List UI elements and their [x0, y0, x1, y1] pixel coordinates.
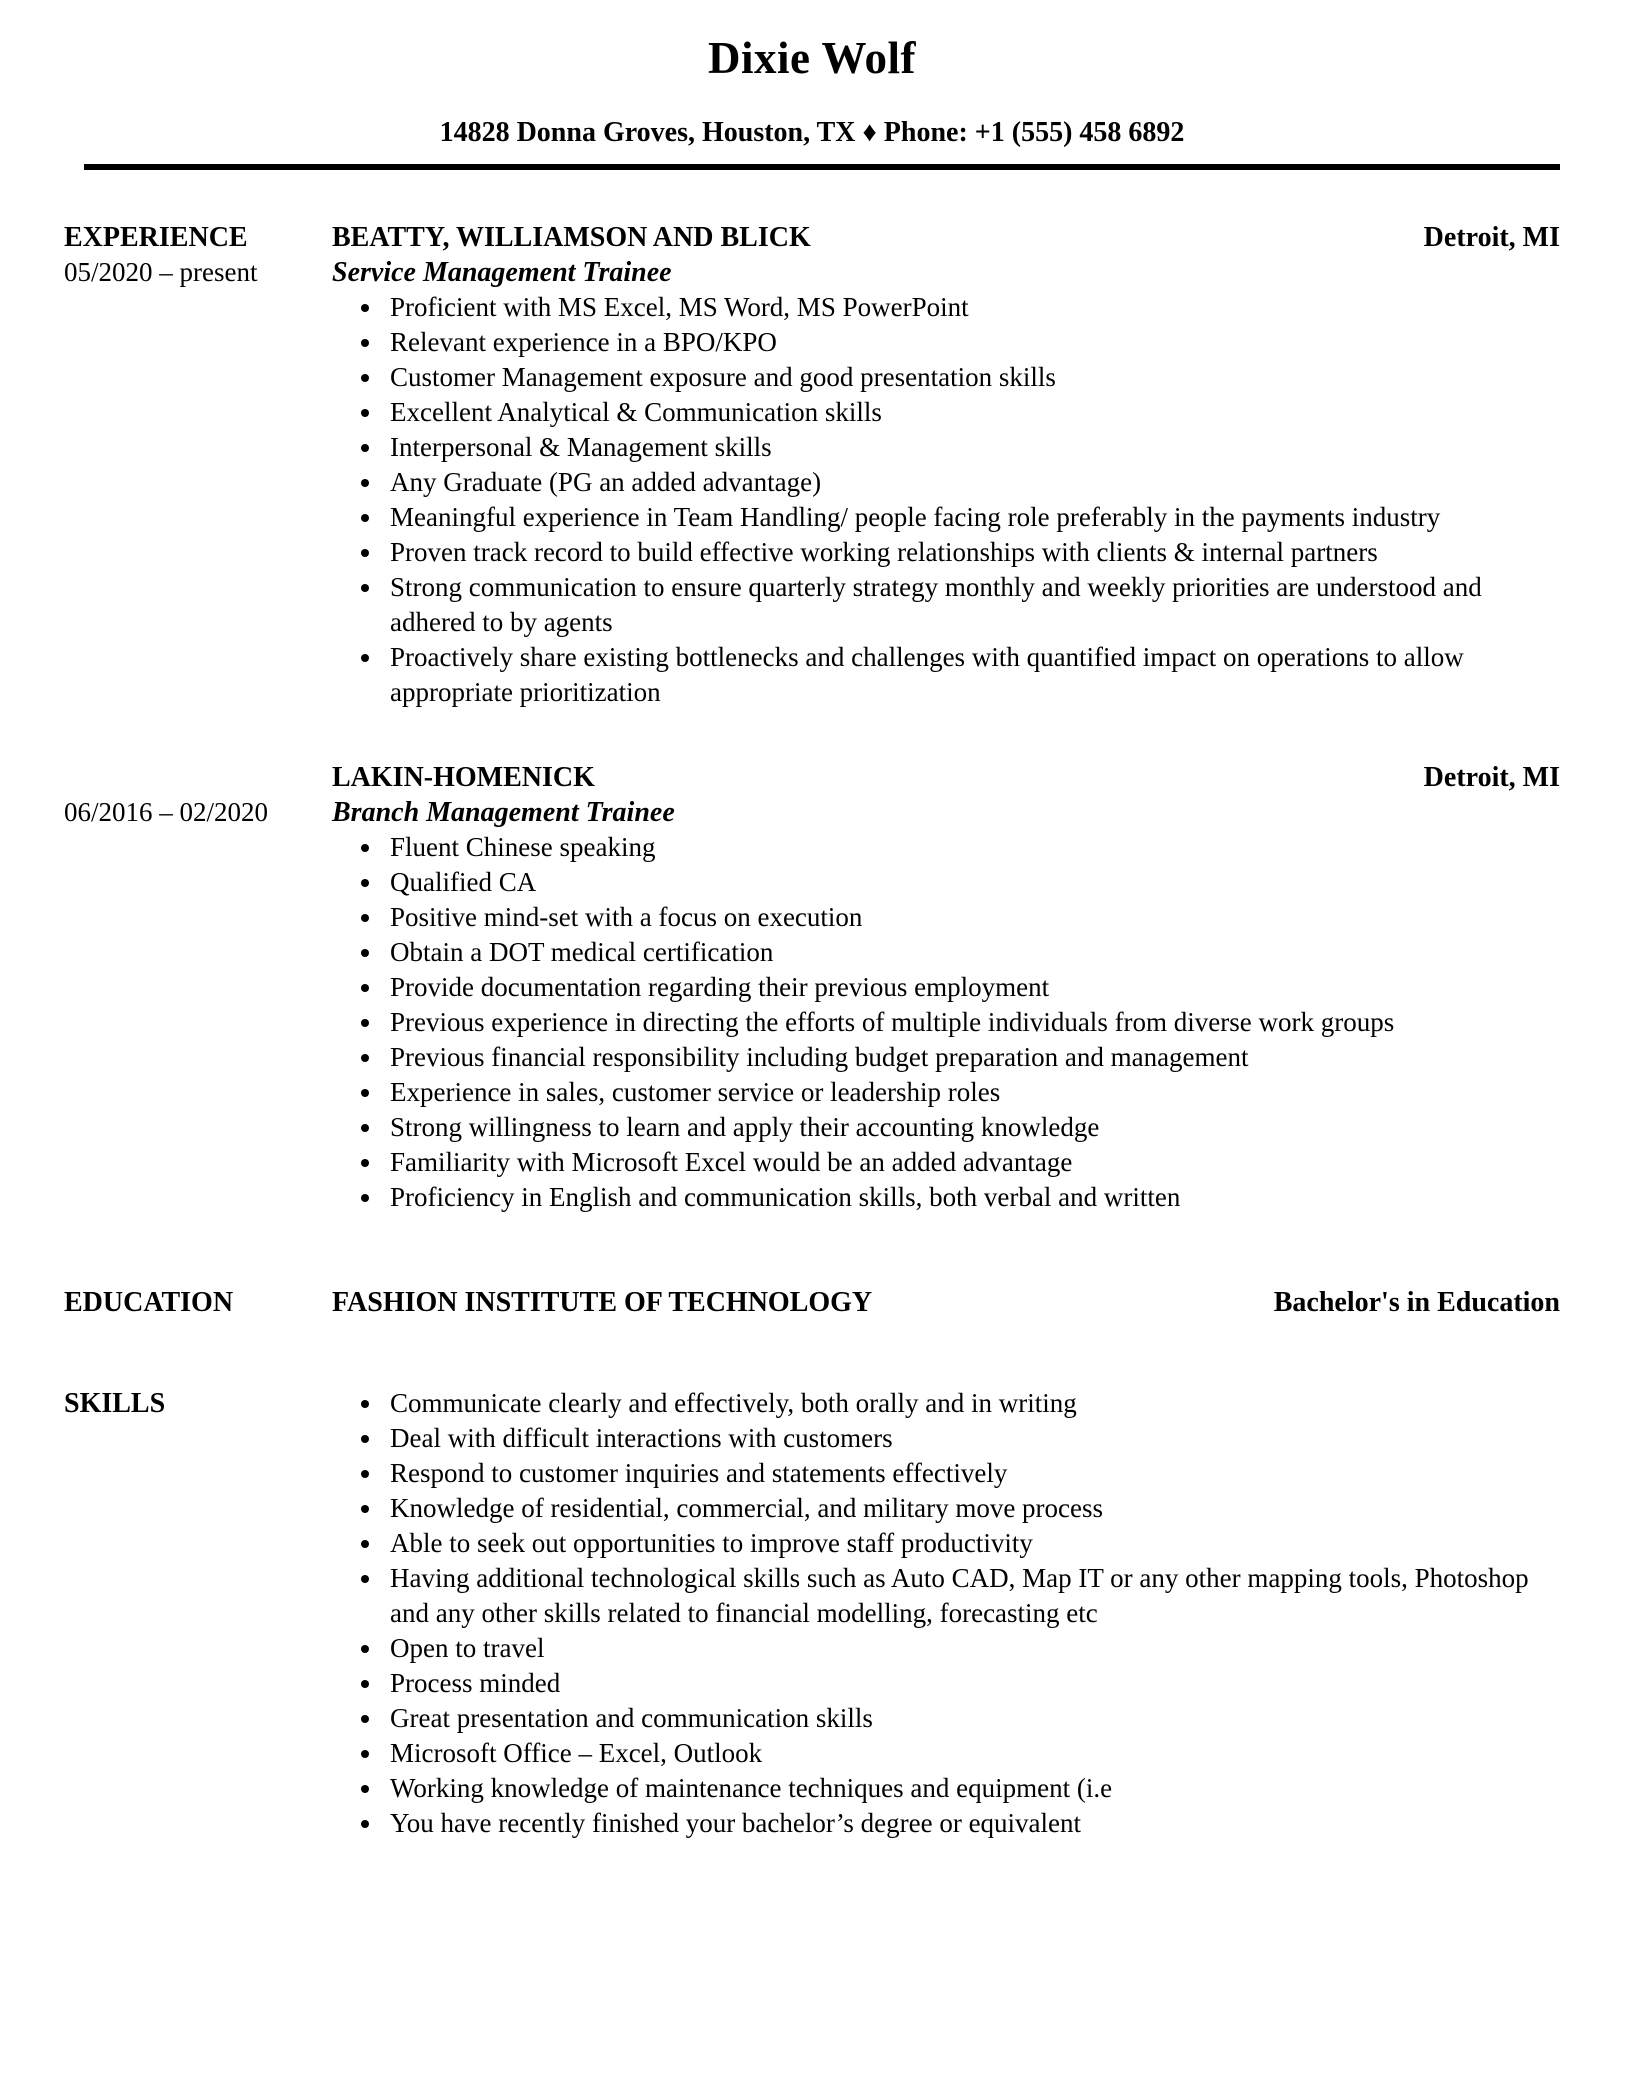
job-block — [332, 220, 1560, 710]
degree-name: Bachelor's in Education — [1273, 1287, 1560, 1318]
bullet-item: • Any Graduate (PG an added advantage) — [384, 465, 1560, 500]
bullet-item: • Working knowledge of maintenance techniques and equipment (i.e — [384, 1771, 1560, 1806]
bullet-item: • Experience in sales, customer service or leadership roles — [384, 1075, 1560, 1110]
bullet-item: • Familiarity with Microsoft Excel would be an added advantage — [384, 1145, 1560, 1180]
bullet-item: • You have recently finished your bachelor’s degree or equivalent — [384, 1806, 1560, 1841]
bullet-item: • Open to travel — [384, 1631, 1560, 1666]
job-title: Branch Management Trainee — [332, 797, 675, 828]
bullet-item: • Provide documentation regarding their previous employment — [384, 970, 1560, 1005]
bullet-item: • Knowledge of residential, commercial, and military move process — [384, 1491, 1560, 1526]
bullet-item: • Process minded — [384, 1666, 1560, 1701]
bullet-item: • Excellent Analytical & Communication skills — [384, 395, 1560, 430]
bullet-item: • Relevant experience in a BPO/KPO — [384, 325, 1560, 360]
bullet-item: • Great presentation and communication skills — [384, 1701, 1560, 1736]
bullet-item: • Deal with difficult interactions with customers — [384, 1421, 1560, 1456]
job-title: Service Management Trainee — [332, 257, 672, 288]
bullet-item: • Meaningful experience in Team Handling/ people facing role preferably in the payments industry — [384, 500, 1560, 535]
bullet-item: • Proficient with MS Excel, MS Word, MS PowerPoint — [384, 290, 1560, 325]
bullet-item: • Previous experience in directing the efforts of multiple individuals from diverse work groups — [384, 1005, 1560, 1040]
job-location: Detroit, MI — [1423, 222, 1560, 253]
bullet-item: • Interpersonal & Management skills — [384, 430, 1560, 465]
bullet-item: • Proficiency in English and communication skills, both verbal and written — [384, 1180, 1560, 1215]
bullet-item: • Able to seek out opportunities to improve staff productivity — [384, 1526, 1560, 1561]
bullet-item: • Strong willingness to learn and apply their accounting knowledge — [384, 1110, 1560, 1145]
job-header-row — [332, 220, 1560, 255]
bullet-item: • Previous financial responsibility including budget preparation and management — [384, 1040, 1560, 1075]
bullet-item: • Qualified CA — [384, 865, 1560, 900]
experience-left-column — [64, 220, 332, 290]
bullet-item: • Communicate clearly and effectively, both orally and in writing — [384, 1386, 1560, 1421]
bullet-item: • Positive mind-set with a focus on execution — [384, 900, 1560, 935]
header-divider — [84, 164, 1560, 170]
experience-left-column — [64, 760, 332, 830]
company-name: LAKIN-HOMENICK — [332, 762, 595, 793]
education-section-label: EDUCATION — [64, 1287, 234, 1318]
experience-job2-row — [64, 760, 1560, 1215]
bullet-item: • Proven track record to build effective working relationships with clients & internal partners — [384, 535, 1560, 570]
bullet-item: • Having additional technological skills such as Auto CAD, Map IT or any other mapping tools, Photoshop and any other skills related to financial modelling, forecasting etc — [384, 1561, 1560, 1631]
job-location: Detroit, MI — [1423, 762, 1560, 793]
experience-section-label: EXPERIENCE — [64, 222, 248, 253]
skills-bullet-list — [332, 1386, 1560, 1841]
bullet-item: • Proactively share existing bottlenecks and challenges with quantified impact on operations to allow appropriate prioritization — [384, 640, 1560, 710]
bullet-item: • Strong communication to ensure quarterly strategy monthly and weekly priorities are understood and adhered to by agents — [384, 570, 1560, 640]
job-dates: 05/2020 – present — [64, 257, 258, 287]
job-dates: 06/2016 – 02/2020 — [64, 797, 269, 827]
bullet-item: • Respond to customer inquiries and statements effectively — [384, 1456, 1560, 1491]
job-block — [332, 760, 1560, 1215]
bullet-item: • Obtain a DOT medical certification — [384, 935, 1560, 970]
bullet-item: • Customer Management exposure and good presentation skills — [384, 360, 1560, 395]
job-bullet-list — [332, 290, 1560, 710]
contact-line: 14828 Donna Groves, Houston, TX ♦ Phone: +1 (555) 458 6892 — [439, 117, 1185, 148]
experience-section — [64, 220, 1560, 710]
education-entry — [332, 1285, 1560, 1320]
skills-section-label: SKILLS — [64, 1388, 166, 1419]
bullet-item: • Fluent Chinese speaking — [384, 830, 1560, 865]
bullet-item: • Microsoft Office – Excel, Outlook — [384, 1736, 1560, 1771]
job-bullet-list — [332, 830, 1560, 1215]
school-name: FASHION INSTITUTE OF TECHNOLOGY — [332, 1287, 873, 1318]
person-name: Dixie Wolf — [708, 33, 916, 83]
education-section — [64, 1285, 1560, 1320]
skills-section — [64, 1386, 1560, 1841]
company-name: BEATTY, WILLIAMSON AND BLICK — [332, 222, 811, 253]
job-header-row — [332, 760, 1560, 795]
